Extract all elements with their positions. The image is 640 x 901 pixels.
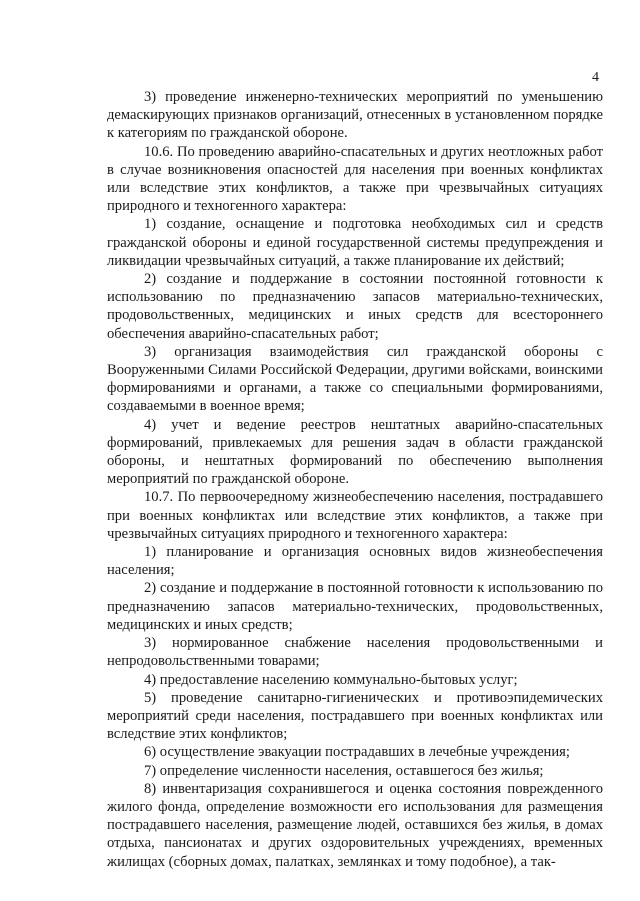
paragraph-10-7-item-4: 4) предоставление населению коммунально-бытовых услуг; [144,671,518,688]
paragraph-10-6-item-1: 1) создание, оснащение и подготовка необходимых сил и средств гражданской обороны и единой государственной системы предупреждения и ликвидации чрезвычайных ситуаций, а также планирование их действий; [107,216,603,269]
paragraph-10-7-item-3: 3) нормированное снабжение населения продовольственными и непродовольственными товарами; [107,635,603,670]
paragraph-10-7-item-2: 2) создание и поддержание в постоянной готовности к использованию по предназначению запасов материально-технических, продовольственных, медицинских и иных средств; [107,580,603,633]
paragraph-section-10-7: 10.7. По первоочередному жизнеобеспечению населения, пострадавшего при военных конфликтах или вследствие этих конфликтов, а также при чрезвычайных ситуациях природного и техногенного характера: [107,489,603,542]
page-number: 4 [592,70,599,85]
paragraph-10-7-item-8: 8) инвентаризация сохранившегося и оценка состояния поврежденного жилого фонда, определение возможности его использования для размещения пострадавшего населения, размещение людей, оставшихся без жилья, в домах отдыха, пансионатах и других оздоровительных учреждениях, временных жилищах (сборных домах, палатках, землянках и тому подобное), а так- [107,780,603,870]
paragraph-10-7-item-5: 5) проведение санитарно-гигиенических и противоэпидемических мероприятий среди населения, пострадавшего при военных конфликтах или вследствие этих конфликтов; [107,689,603,743]
paragraph-civil-defense-item-3: 3) проведение инженерно-технических мероприятий по уменьшению демаскирующих признаков организаций, отнесенных в установленном порядке к категориям по гражданской обороне. [107,89,603,142]
paragraph-section-10-6: 10.6. По проведению аварийно-спасательных и других неотложных работ в случае возникновения опасностей для населения при военных конфликтах или вследствие этих конфликтов, а также при чрезвычайных ситуациях природного и техногенного характера: [107,143,603,215]
paragraph-10-7-item-7: 7) определение численности населения, оставшегося без жилья; [144,762,544,779]
document-body [107,88,603,871]
paragraph-10-6-item-2: 2) создание и поддержание в состоянии постоянной готовности к использованию по предназначению запасов материально-технических, продовольственных, медицинских и иных средств для всестороннего обеспечения аварийно-спасательных работ; [107,271,603,342]
paragraph-10-6-item-3: 3) организация взаимодействия сил гражданской обороны с Вооруженными Силами Российской Федерации, другими войсками, воинскими формированиями и органами, а также со специальными формированиями, создаваемыми в военное время; [107,343,603,415]
paragraph-10-7-item-1: 1) планирование и организация основных видов жизнеобеспечения населения; [107,544,603,579]
paragraph-10-7-item-6: 6) осуществление эвакуации пострадавших в лечебные учреждения; [144,744,570,761]
paragraph-10-6-item-4: 4) учет и ведение реестров нештатных аварийно-спасательных формирований, привлекаемых для решения задач в области гражданской обороны, и нештатных формирований по обеспечению выполнения мероприятий по гражданской обороне. [107,416,603,488]
